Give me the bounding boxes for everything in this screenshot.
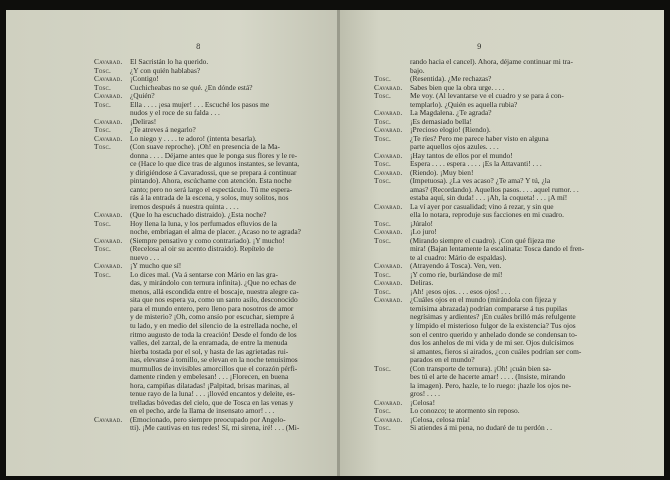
text-line — [94, 322, 301, 331]
speaker-name: Tosc. — [374, 92, 392, 101]
speaker-name: Tosc. — [374, 270, 392, 279]
text-line — [94, 416, 301, 425]
speaker-name: Cavarad. — [374, 398, 403, 407]
line-text: gros! . . . . — [410, 390, 440, 399]
text-line — [374, 228, 584, 237]
line-text: La ví ayer por casualidad; vino á rezar, y sin que — [410, 202, 554, 211]
line-text: damente rinden y embelesan! . . . ¡Florecen, en buena — [130, 373, 289, 382]
line-text: Si atiendes á mi pena, no dudaré de tu perdón . . — [410, 424, 553, 433]
line-text: para el mundo entero, pero lleno para nosotros de amor — [130, 304, 294, 313]
line-text: mira! (Bajan lentamente la escalinata: Tosca dando el fren- — [410, 245, 585, 254]
speaker-name: Tosc. — [374, 236, 392, 245]
speaker-name: Cavarad. — [374, 262, 403, 271]
line-text: valles, del zarzal, de la enramada, de entre la menuda — [130, 339, 288, 348]
line-text: sita que nos espera ya, como un santo asilo, desconocido — [130, 296, 298, 305]
right-page — [340, 10, 664, 476]
line-text: Cuchicheabas no se qué. ¿En dónde está? — [130, 83, 253, 92]
text-line — [94, 109, 301, 118]
text-line — [374, 237, 584, 246]
line-text: (Con suave reproche). ¡Oh! en presencia de la Ma- — [130, 143, 281, 152]
text-line — [94, 194, 301, 203]
speaker-name: Tosc. — [374, 177, 392, 186]
text-line — [374, 305, 584, 314]
line-text: (Resentida). ¿Me rechazas? — [410, 75, 492, 84]
speaker-name: Tosc. — [94, 270, 112, 279]
line-text: (Emocionado, pero siempre preocupado por Angelo- — [130, 415, 286, 424]
line-text: ¿Y con quién hablabas? — [130, 66, 201, 75]
speaker-name: Tosc. — [94, 245, 112, 254]
text-line — [94, 424, 301, 433]
line-text: tu lado, y en medio del silencio de la estrellada noche, el — [130, 321, 298, 330]
line-text: murmullos de invisibles amorcillos que el corazón pérfi- — [130, 364, 298, 373]
text-line — [94, 348, 301, 357]
text-line — [94, 160, 301, 169]
line-text: negrísimas y ardientes? ¡En cuáles brilló más refulgente — [410, 313, 576, 322]
text-line — [94, 373, 301, 382]
text-line — [94, 118, 301, 127]
line-text: parados en el mundo? — [410, 356, 475, 365]
text-line — [94, 339, 301, 348]
text-line — [94, 296, 301, 305]
speaker-name: Tosc. — [374, 364, 392, 373]
line-text: (Con transporte de ternura). ¡Oh! ¡cuán bien sa- — [410, 364, 552, 373]
text-line — [374, 152, 584, 161]
text-line — [374, 245, 584, 254]
page-number: 8 — [196, 43, 201, 51]
speaker-name: Tosc. — [374, 134, 392, 143]
speaker-name: Cavarad. — [94, 117, 123, 126]
speaker-name: Cavarad. — [94, 92, 123, 101]
line-text: rás á la entrada de la escena, y solos, muy solitos, nos — [130, 194, 289, 203]
text-line — [94, 331, 301, 340]
text-line — [374, 143, 584, 152]
speaker-name: Tosc. — [374, 75, 392, 84]
line-text: ¿Te ríes? Pero me parece haber visto en alguna — [410, 134, 549, 143]
line-text: ritmo augusto de toda la creación! Desde el fondo de los — [130, 330, 297, 339]
text-block — [94, 58, 301, 433]
text-line — [374, 348, 584, 357]
line-text: y dirigiéndose á Cavaradossi, que se prepara á continuar — [130, 168, 297, 177]
line-text: nuevo . . . — [130, 253, 160, 262]
line-text: Lo niego y . . . . te adoro! (intenta besarla). — [130, 134, 257, 143]
line-text: nudos y el roce de su falda . . . — [130, 109, 220, 118]
speaker-name: Cavarad. — [94, 134, 123, 143]
line-text: la imagen). Pero, hazle, te lo ruego: ¡hazle los ojos ne- — [410, 381, 572, 390]
text-line — [94, 399, 301, 408]
text-line — [374, 382, 584, 391]
text-line — [374, 101, 584, 110]
line-text: Ella . . . . ¡esa mujer! . . . Escuché los pasos me — [130, 100, 270, 109]
line-text: son el centro querido y anhelado donde se condensan to- — [410, 330, 578, 339]
text-line — [374, 109, 584, 118]
text-line — [374, 390, 584, 399]
line-text: amas? (Recordando). Aquellos pasos. . . . aquel rumor. . . — [410, 185, 579, 194]
speaker-name: Tosc. — [94, 143, 112, 152]
line-text: nas, elevanse á tomillo, se elevan en la noche tenuisimos — [130, 356, 298, 365]
text-line — [94, 169, 301, 178]
text-line — [94, 186, 301, 195]
text-line — [374, 373, 584, 382]
speaker-name: Cavarad. — [94, 58, 123, 66]
line-text: canto; pero no será largo el espectáculo. Tú me espera- — [130, 185, 293, 194]
speaker-name: Cavarad. — [374, 83, 403, 92]
speaker-name: Cavarad. — [374, 109, 403, 118]
line-text: Deliras. — [410, 279, 434, 288]
text-line — [94, 58, 301, 67]
text-line — [94, 245, 301, 254]
speaker-name: Cavarad. — [374, 126, 403, 135]
line-text: rando hacia el cancel). Ahora, déjame continuar mi tra- — [410, 58, 573, 66]
speaker-name: Tosc. — [94, 100, 112, 109]
line-text: dos los anhelos de mi vida y de mi ser. Ojos dulcísimos — [410, 339, 574, 348]
text-line — [94, 177, 301, 186]
speaker-name: Tosc. — [94, 83, 112, 92]
line-text: ¡Precioso elogio! (Riendo). — [410, 126, 491, 135]
line-text: te al cuadro: Mário de espaldas). — [410, 253, 507, 262]
line-text: bajo. — [410, 66, 425, 75]
text-line — [94, 211, 301, 220]
line-text: Lo conozco; te atormento sin reposo. — [410, 407, 520, 416]
line-text: La Magdalena. ¿Te agrada? — [410, 109, 492, 118]
line-text: ¡Celosa! — [410, 398, 436, 407]
speaker-name: Cavarad. — [94, 415, 123, 424]
speaker-name: Cavarad. — [374, 279, 403, 288]
text-line — [94, 356, 301, 365]
text-line — [374, 331, 584, 340]
text-line — [94, 92, 301, 101]
line-text: Lo dices mal. (Va á sentarse con Mário en las gra- — [130, 270, 278, 279]
line-text: Espera . . . . espera . . . . ¡Es la Attavanti! . . . — [410, 160, 542, 169]
line-text: ella lo notara, reproduje sus facciones en mi cuadro. — [410, 211, 564, 220]
text-line — [94, 279, 301, 288]
text-line — [94, 382, 301, 391]
text-line — [94, 313, 301, 322]
text-line — [94, 203, 301, 212]
text-line — [94, 262, 301, 271]
text-line — [374, 126, 584, 135]
speaker-name: Cavarad. — [374, 202, 403, 211]
speaker-name: Cavarad. — [374, 168, 403, 177]
text-line — [94, 237, 301, 246]
speaker-name: Tosc. — [374, 407, 392, 416]
text-line — [374, 220, 584, 229]
line-text: ¿Te atreves á negarlo? — [130, 126, 196, 135]
line-text: si amantes, fieros si airados, ¿con cuáles podrían ser com- — [410, 347, 582, 356]
text-line — [374, 118, 584, 127]
text-line — [94, 75, 301, 84]
line-text: Sabes bien que la obra urge. . . . — [410, 83, 505, 92]
line-text: ¡Hay tantos de ellos por el mundo! — [410, 151, 513, 160]
speaker-name: Cavarad. — [374, 296, 403, 305]
left-page — [6, 10, 338, 476]
text-line — [94, 220, 301, 229]
speaker-name: Tosc. — [374, 424, 392, 433]
line-text: (Recelosa al oir su acento distraido). Repítelo de — [130, 245, 274, 254]
text-line — [374, 169, 584, 178]
text-line — [374, 67, 584, 76]
line-text: y de misterio? ¡Oh, como ansío por escuchar, siempre á — [130, 313, 295, 322]
line-text: ¡Deliras! — [130, 117, 157, 126]
text-line — [94, 365, 301, 374]
line-text: ¡Lo juro! — [410, 228, 437, 237]
speaker-name: Tosc. — [374, 219, 392, 228]
line-text: ¡Celosa, celosa mía! — [410, 415, 471, 424]
text-line — [94, 152, 301, 161]
speaker-name: Cavarad. — [94, 211, 123, 220]
text-line — [94, 254, 301, 263]
speaker-name: Cavarad. — [94, 262, 123, 271]
line-text: y límpido el misterioso fulgor de la existencia? Tus ojos — [410, 321, 576, 330]
text-line — [94, 390, 301, 399]
line-text: ¿Cuáles ojos en el mundo (mirándola con fijeza y — [410, 296, 557, 305]
speaker-name: Cavarad. — [94, 75, 123, 84]
text-line — [94, 228, 301, 237]
line-text: (Que lo ha escuchado distraido). ¿Esta noche? — [130, 211, 267, 220]
line-text: trelladas bóvedas del cielo, que de Tosca en las venas y — [130, 398, 294, 407]
text-line — [94, 101, 301, 110]
line-text: menos, allá escondida entre el boscaje, nuestra alegre ca- — [130, 287, 299, 296]
text-line — [94, 84, 301, 93]
text-line — [374, 356, 584, 365]
line-text: ¡Y como ríe, burlándose de mí! — [410, 270, 503, 279]
line-text: Me voy. (Al levantarse ve el cuadro y se para á con- — [410, 92, 564, 101]
line-text: (Atrayendo á Tosca). Ven, ven. — [410, 262, 502, 271]
line-text: en el pecho, arde la llama de insensato amor! . . . — [130, 407, 275, 416]
line-text: tenue rayo de la luna! . . . ¡llovéd encantos y deleite, es- — [130, 390, 295, 399]
line-text: bes tú el arte de hacerte amar! . . . . (Insiste, mirando — [410, 373, 566, 382]
text-block — [374, 58, 584, 433]
line-text: estaba aquí, sin duda! . . . ¡Ah, la coqueta! . . . ¡A mí! — [410, 194, 568, 203]
text-line — [94, 67, 301, 76]
speaker-name: Tosc. — [94, 219, 112, 228]
line-text: ¡Y mucho que sí! — [130, 262, 182, 271]
text-line — [374, 262, 584, 271]
text-line — [94, 407, 301, 416]
speaker-name: Tosc. — [374, 117, 392, 126]
text-line — [94, 305, 301, 314]
text-line — [374, 194, 584, 203]
text-line — [374, 322, 584, 331]
text-line — [374, 399, 584, 408]
text-line — [94, 271, 301, 280]
book-spread — [6, 10, 664, 476]
speaker-name: Tosc. — [94, 126, 112, 135]
text-line — [374, 203, 584, 212]
line-text: templarlo). ¿Quién es aquella rubia? — [410, 100, 518, 109]
text-line — [374, 424, 584, 433]
text-line — [374, 186, 584, 195]
text-line — [374, 339, 584, 348]
line-text: El Sacristán lo ha querido. — [130, 58, 209, 66]
text-line — [94, 143, 301, 152]
line-text: iremos después á nuestra quinta . . . . — [130, 202, 239, 211]
line-text: (Riendo). ¡Muy bien! — [410, 168, 474, 177]
line-text: (Impetuosa). ¿La ves acaso? ¿Te ama? Y tú, ¿la — [410, 177, 551, 186]
text-line — [374, 92, 584, 101]
line-text: das, y mirándolo con ternura infinita). ¿Que no echas de — [130, 279, 297, 288]
line-text: (Siempre pensativo y como contrariado). ¡Y mucho! — [130, 236, 285, 245]
text-line — [374, 160, 584, 169]
speaker-name: Tosc. — [94, 66, 112, 75]
line-text: (Mirando siempre el cuadro). ¡Con qué fijeza me — [410, 236, 555, 245]
line-text: Hoy llena la luna, y los perfumados efluvios de la — [130, 219, 277, 228]
speaker-name: Cavarad. — [94, 236, 123, 245]
text-line — [374, 75, 584, 84]
text-line — [374, 365, 584, 374]
line-text: ternísima abrazada) podrían compararse á tus pupilas — [410, 304, 568, 313]
text-line — [374, 254, 584, 263]
line-text: noche, embriagan el alma de placer. ¿Acaso no te agrada? — [130, 228, 301, 237]
line-text: ¡Ah! ¡esos ojos. . . . esos ojos! . . . — [410, 287, 511, 296]
line-text: ¡Es demasiado bella! — [410, 117, 472, 126]
line-text: ce (Hace lo que dice tras de algunos instantes, se levanta, — [130, 160, 300, 169]
line-text: ¡Contigo! — [130, 75, 159, 84]
text-line — [374, 296, 584, 305]
page-number: 9 — [477, 43, 482, 51]
text-line — [94, 288, 301, 297]
line-text: ¡Júralo! — [410, 219, 433, 228]
line-text: tti). ¡Me cautivas en tus redes! Sí, mi sirena, iré! . . . (Mi- — [130, 424, 300, 433]
line-text: hierba tostada por el sol, y hasta de las agrietadas rui- — [130, 347, 289, 356]
text-line — [374, 177, 584, 186]
text-line — [374, 313, 584, 322]
speaker-name: Cavarad. — [374, 415, 403, 424]
text-line — [374, 84, 584, 93]
text-line — [374, 135, 584, 144]
text-line — [374, 279, 584, 288]
line-text: ¿Quién? — [130, 92, 155, 101]
line-text: hora, campiñas dilatadas! ¡Palpitad, brisas marinas, al — [130, 381, 290, 390]
speaker-name: Tosc. — [374, 287, 392, 296]
speaker-name: Cavarad. — [374, 151, 403, 160]
speaker-name: Tosc. — [374, 160, 392, 169]
text-line — [374, 211, 584, 220]
speaker-name: Cavarad. — [374, 228, 403, 237]
text-line — [94, 135, 301, 144]
text-line — [374, 58, 584, 67]
text-line — [374, 288, 584, 297]
line-text: parte aquellos ojos azules. . . . — [410, 143, 499, 152]
text-line — [374, 416, 584, 425]
text-line — [374, 407, 584, 416]
line-text: donna . . . . Déjame antes que le ponga sus flores y le re- — [130, 151, 298, 160]
line-text: pintando). Ahora, escúchame con atención. Esta noche — [130, 177, 292, 186]
text-line — [374, 271, 584, 280]
text-line — [94, 126, 301, 135]
